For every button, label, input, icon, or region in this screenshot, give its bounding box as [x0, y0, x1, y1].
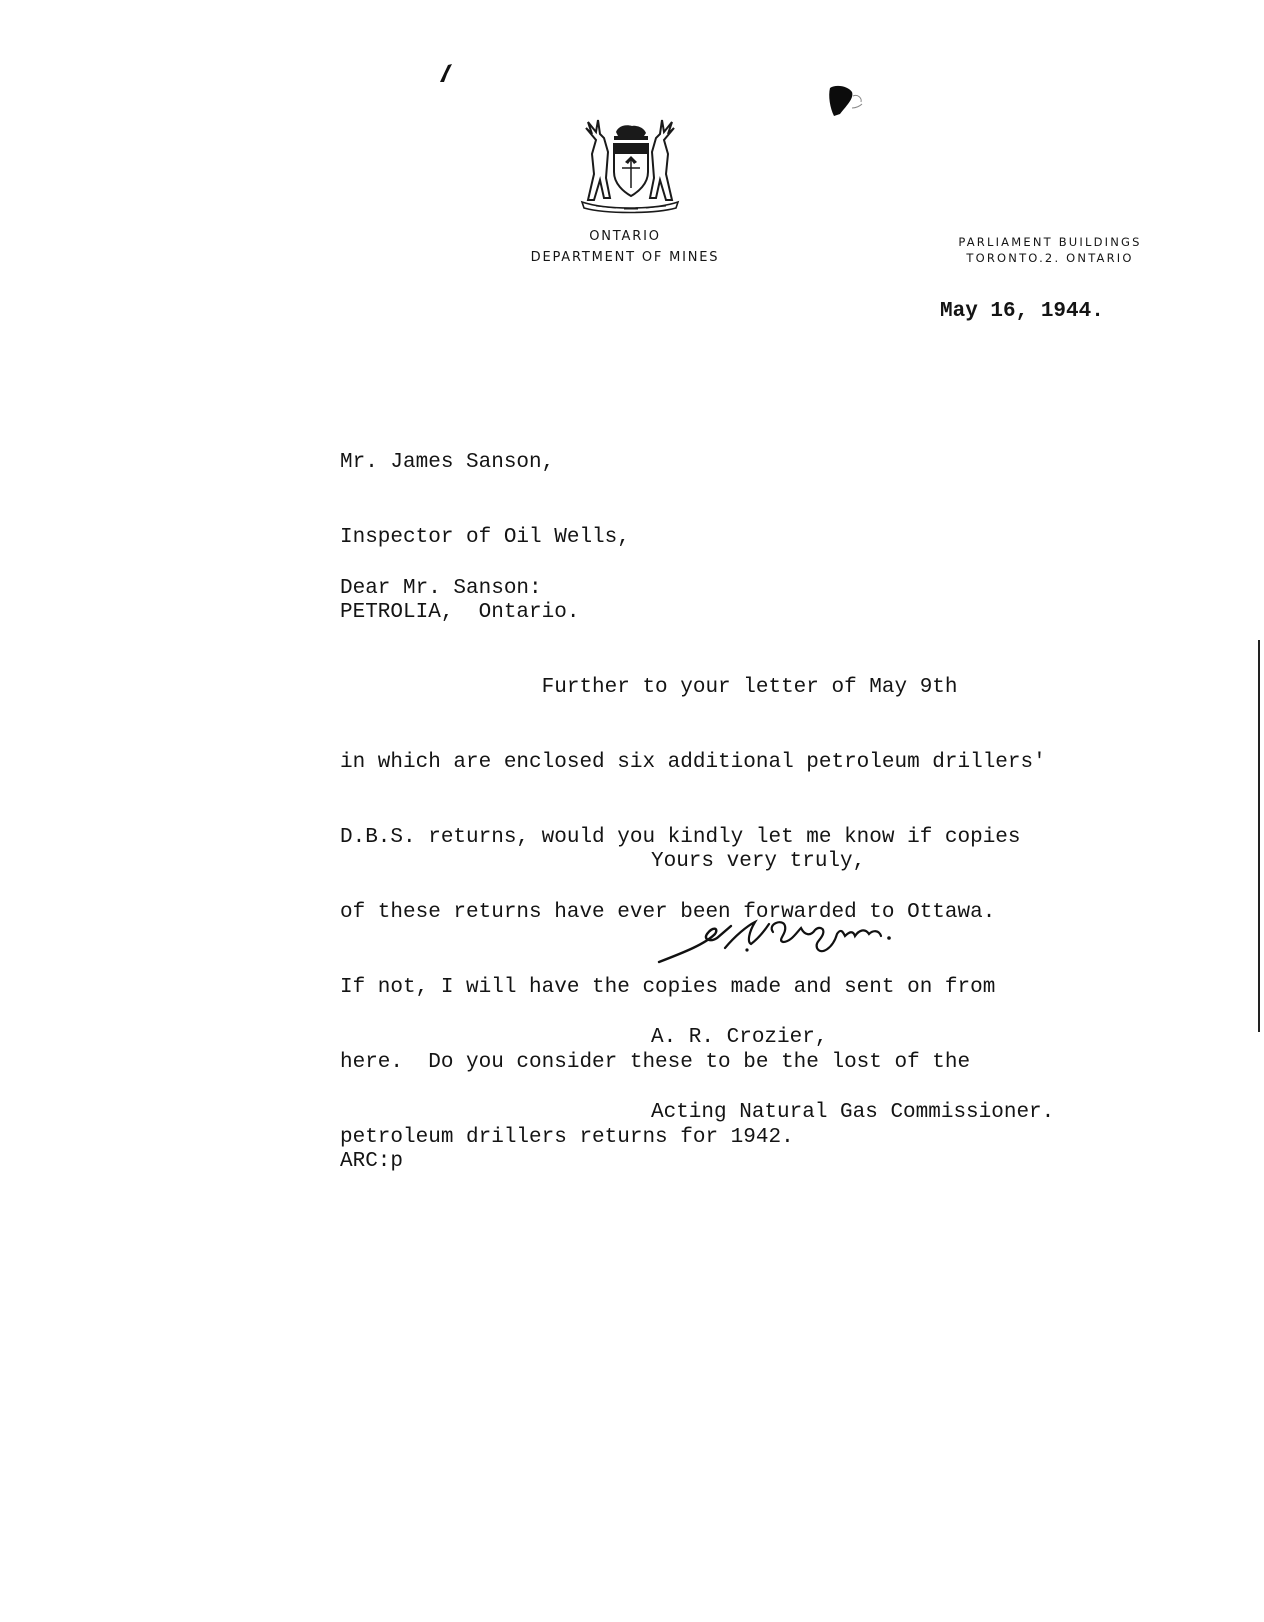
letterhead-organization [490, 226, 760, 268]
ontario-coat-of-arms-icon [576, 118, 684, 214]
scan-edge-line [1258, 640, 1260, 1032]
salutation: Dear Mr. Sanson: [340, 577, 542, 600]
ink-blot-right [826, 84, 866, 120]
reference-initials: ARC:p [340, 1150, 404, 1173]
body-line-3: D.B.S. returns, would you kindly let me know if copies [340, 826, 1021, 849]
body-line-4: of these returns have ever been forwarded to Ottawa. [340, 901, 996, 924]
address-line-2: TORONTO.2. ONTARIO [966, 251, 1134, 265]
letter-date: May 16, 1944. [940, 300, 1104, 323]
body-line-2: in which are enclosed six additional petroleum drillers' [340, 751, 1046, 774]
letterhead-address [940, 234, 1160, 266]
body-line-1: Further to your letter of May 9th [340, 676, 958, 699]
ink-speck-left [438, 62, 454, 84]
signer-block [651, 975, 1054, 1175]
recipient-line-3: PETROLIA, Ontario. [340, 601, 580, 624]
handwritten-signature-icon [655, 908, 935, 972]
body-line-5: If not, I will have the copies made and sent on from [340, 976, 996, 999]
address-line-1: PARLIAMENT BUILDINGS [958, 235, 1142, 249]
recipient-line-1: Mr. James Sanson, [340, 451, 555, 474]
closing: Yours very truly, [651, 850, 866, 873]
signer-title: Acting Natural Gas Commissioner. [651, 1101, 1055, 1124]
signer-name: A. R. Crozier, [651, 1026, 828, 1049]
body-line-6: here. Do you consider these to be the lost of the [340, 1051, 971, 1074]
body-line-7: petroleum drillers returns for 1942. [340, 1126, 794, 1149]
recipient-line-2: Inspector of Oil Wells, [340, 526, 630, 549]
letterhead-department: DEPARTMENT OF MINES [530, 250, 720, 265]
letterhead-province: ONTARIO [589, 229, 661, 244]
